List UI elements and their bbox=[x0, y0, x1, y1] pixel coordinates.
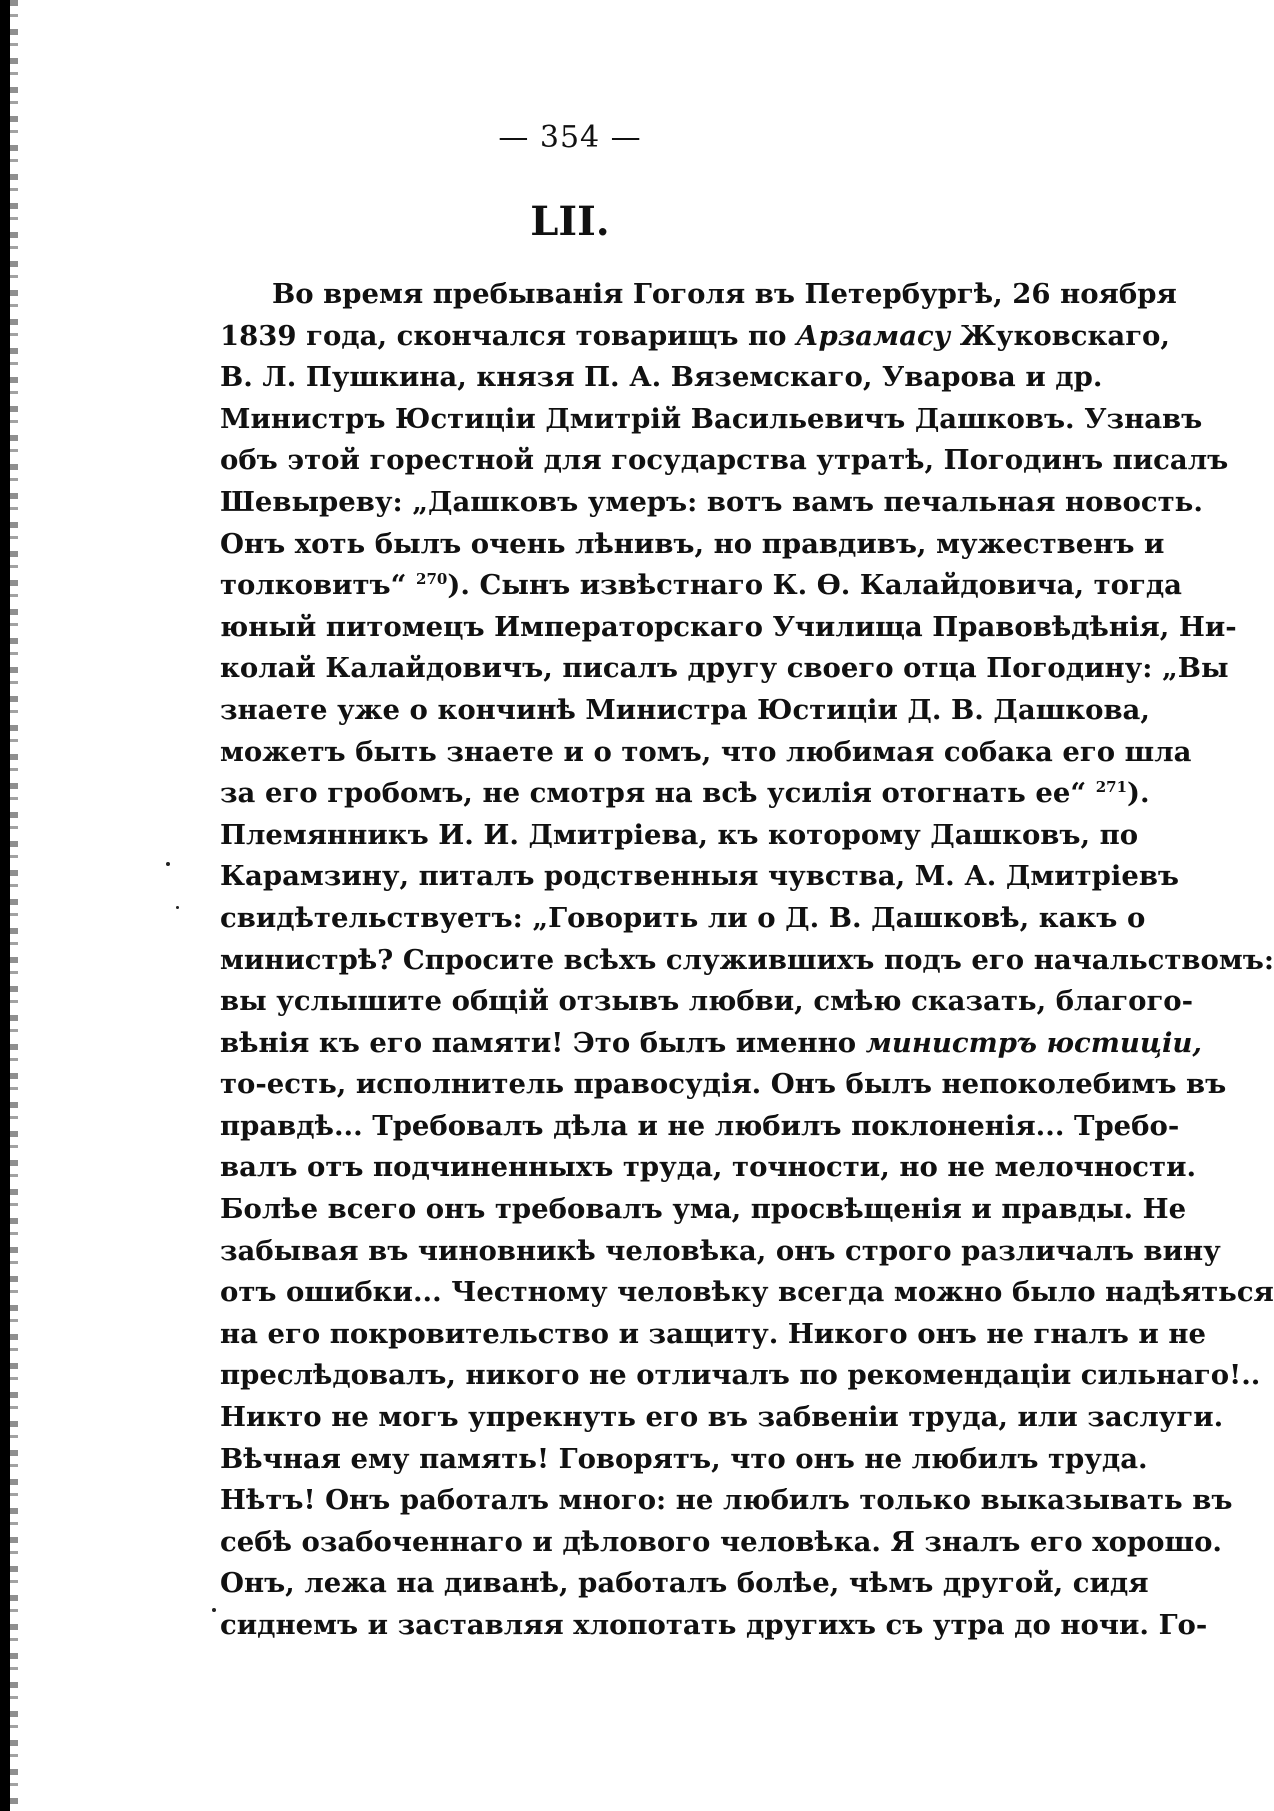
text-run: Онъ хоть былъ очень лѣнивъ, но правдивъ, мужественъ и bbox=[220, 527, 1165, 560]
text-run: толковитъ“ bbox=[220, 569, 417, 602]
text-run: юный питомецъ Императорскаго Училища Правовѣдѣнія, Ни- bbox=[220, 610, 1237, 643]
text-run: Жуковскаго, bbox=[950, 319, 1170, 352]
text-line bbox=[220, 1106, 1180, 1148]
text-line bbox=[220, 773, 1150, 815]
text-line bbox=[220, 1563, 1149, 1605]
text-line bbox=[220, 1439, 1148, 1481]
page-number: — 354 — bbox=[498, 120, 642, 155]
text-run: Карамзину, питалъ родственныя чувства, М. А. Дмитріевъ bbox=[220, 860, 1180, 893]
chapter-heading: LII. bbox=[530, 198, 610, 245]
text-line bbox=[220, 815, 1139, 857]
text-line bbox=[220, 274, 1177, 316]
italic-run: Арзамасу bbox=[796, 319, 951, 352]
text-run: за его гробомъ, не смотря на всѣ усилія отогнать ее“ bbox=[220, 777, 1096, 810]
text-run: Вѣчная ему память! Говорятъ, что онъ не любилъ труда. bbox=[220, 1442, 1148, 1475]
text-line bbox=[220, 690, 1150, 732]
text-line bbox=[220, 1231, 1221, 1273]
text-run: вѣнія къ его памяти! Это былъ именно bbox=[220, 1026, 866, 1059]
text-line bbox=[220, 1147, 1197, 1189]
text-line bbox=[220, 1605, 1208, 1647]
text-line bbox=[220, 648, 1229, 690]
text-run: знаете уже о кончинѣ Министра Юстиціи Д. В. Дашкова, bbox=[220, 693, 1150, 726]
text-line bbox=[220, 981, 1194, 1023]
text-line bbox=[220, 316, 1170, 358]
text-run: Нѣтъ! Онъ работалъ много: не любилъ только выказывать въ bbox=[220, 1484, 1233, 1517]
text-line bbox=[220, 1064, 1227, 1106]
text-line bbox=[220, 898, 1146, 940]
body-text bbox=[220, 274, 1274, 1647]
text-line bbox=[220, 482, 1203, 524]
text-run: правдѣ... Требовалъ дѣла и не любилъ поклоненія... Требо- bbox=[220, 1109, 1180, 1142]
text-line bbox=[220, 1522, 1222, 1564]
text-run: ). Сынъ извѣстнаго К. Ѳ. Калайдовича, тогда bbox=[447, 569, 1182, 602]
italic-run: министръ юстиціи, bbox=[865, 1026, 1202, 1059]
text-run: можетъ быть знаете и о томъ, что любимая собака его шла bbox=[220, 735, 1192, 768]
text-line bbox=[220, 1189, 1187, 1231]
text-run: забывая въ чиновникѣ человѣка, онъ строго различалъ вину bbox=[220, 1234, 1221, 1267]
text-run: Болѣе всего онъ требовалъ ума, просвѣщенія и правды. Не bbox=[220, 1193, 1187, 1226]
text-run: Шевыреву: „Дашковъ умеръ: вотъ вамъ печальная новость. bbox=[220, 485, 1203, 518]
text-run: сиднемъ и заставляя хлопотать другихъ съ утра до ночи. Го- bbox=[220, 1609, 1208, 1641]
scan-edge-fringe bbox=[10, 0, 18, 1811]
text-run: колай Калайдовичъ, писалъ другу своего отца Погодину: „Вы bbox=[220, 652, 1229, 685]
scan-speck bbox=[166, 862, 170, 866]
text-run: Во время пребыванія Гоголя въ Петербургѣ, 26 ноября bbox=[272, 278, 1177, 310]
text-run: на его покровительство и защиту. Никого онъ не гналъ и не bbox=[220, 1317, 1207, 1350]
text-line bbox=[220, 1480, 1233, 1522]
text-run: министрѣ? Спросите всѣхъ служившихъ подъ его начальствомъ: bbox=[220, 943, 1274, 976]
text-run: преслѣдовалъ, никого не отличалъ по рекомендаціи сильнаго!.. bbox=[220, 1359, 1261, 1392]
text-run: ). bbox=[1127, 777, 1150, 810]
text-line bbox=[220, 856, 1180, 898]
text-line bbox=[220, 1314, 1207, 1356]
scan-speck bbox=[212, 1608, 216, 1612]
text-line bbox=[220, 940, 1274, 982]
text-run: свидѣтельствуетъ: „Говорить ли о Д. В. Дашковѣ, какъ о bbox=[220, 901, 1146, 934]
text-run: себѣ озабоченнаго и дѣлового человѣка. Я зналъ его хорошо. bbox=[220, 1525, 1222, 1558]
text-run: Племянникъ И. И. Дмитріева, къ которому Дашковъ, по bbox=[220, 818, 1139, 851]
text-run: вы услышите общій отзывъ любви, смѣю сказать, благого- bbox=[220, 985, 1194, 1018]
text-line bbox=[220, 1272, 1274, 1314]
text-run: Министръ Юстиціи Дмитрій Васильевичъ Дашковъ. Узнавъ bbox=[220, 402, 1203, 435]
footnote-marker: 271 bbox=[1095, 777, 1128, 796]
text-line bbox=[220, 1023, 1202, 1065]
text-line bbox=[220, 524, 1165, 566]
text-run: Онъ, лежа на диванѣ, работалъ болѣе, чѣмъ другой, сидя bbox=[220, 1567, 1149, 1600]
text-line bbox=[220, 440, 1229, 482]
text-line bbox=[220, 565, 1182, 607]
text-run: В. Л. Пушкина, князя П. А. Вяземскаго, Уварова и др. bbox=[220, 361, 1103, 394]
text-line bbox=[220, 732, 1192, 774]
text-line bbox=[220, 1397, 1224, 1439]
text-run: Никто не могъ упрекнуть его въ забвеніи труда, или заслуги. bbox=[220, 1401, 1224, 1434]
text-line bbox=[220, 1355, 1261, 1397]
text-run: 1839 года, скончался товарищъ по bbox=[220, 319, 797, 352]
scan-speck bbox=[176, 906, 179, 909]
text-run: то-есть, исполнитель правосудія. Онъ былъ непоколебимъ въ bbox=[220, 1068, 1227, 1101]
text-run: объ этой горестной для государства утратѣ, Погодинъ писалъ bbox=[220, 444, 1229, 477]
scan-left-edge bbox=[0, 0, 10, 1811]
text-run: валъ отъ подчиненныхъ труда, точности, но не мелочности. bbox=[220, 1151, 1197, 1184]
text-run: отъ ошибки... Честному человѣку всегда можно было надѣяться bbox=[220, 1276, 1274, 1309]
text-line bbox=[220, 357, 1103, 399]
footnote-marker: 270 bbox=[416, 570, 448, 588]
text-line bbox=[220, 399, 1203, 441]
text-line bbox=[220, 607, 1237, 649]
